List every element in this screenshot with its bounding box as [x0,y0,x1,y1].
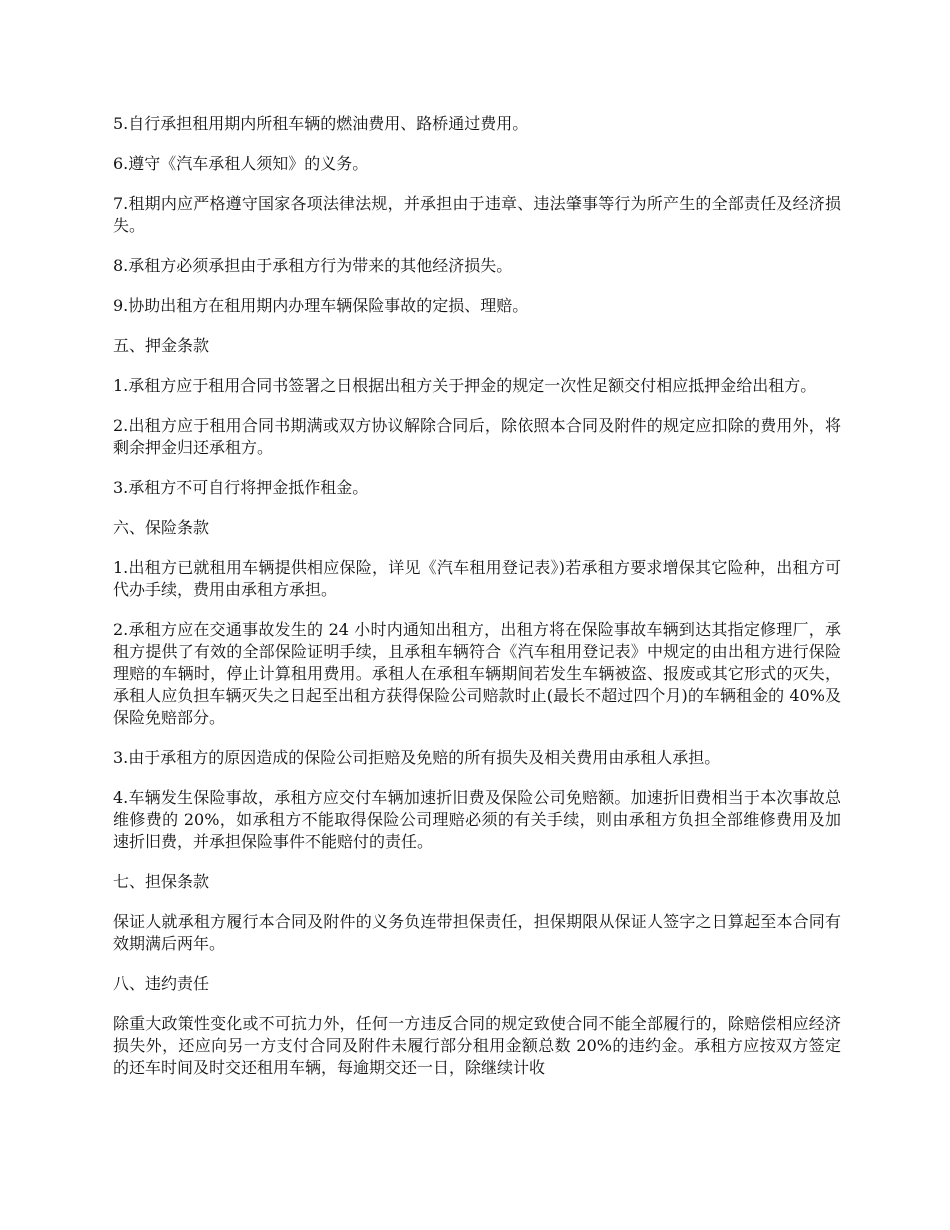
deposit-clause-3: 3.承租方不可自行将押金抵作租金。 [113,478,369,497]
clause-7-law-compliance: 7.租期内应严格遵守国家各项法律法规，并承担由于违章、违法肇事等行为所产生的全部责任及经济损失。 [113,194,841,235]
clause-8-other-losses: 8.承租方必须承担由于承租方行为带来的其他经济损失。 [113,256,513,275]
section-heading-deposit: 五、押金条款 [113,336,210,355]
clause-5-fuel-toll: 5.自行承担租用期内所租车辆的燃油费用、路桥通过费用。 [113,114,529,133]
section-heading-guarantee: 七、担保条款 [113,872,210,891]
deposit-clause-2: 2.出租方应于租用合同书期满或双方协议解除合同后，除依照本合同及附件的规定应扣除的费用外，将剩余押金归还承租方。 [113,416,841,457]
insurance-clause-4: 4.车辆发生保险事故，承租方应交付车辆加速折旧费及保险公司免赔额。加速折旧费相当于本次事故总维修费的 20%，如承租方不能取得保险公司理赔必须的有关手续，则由承租方负担全部维修费用及加速折旧费，并承担保险事件不能赔付的责任。 [113,788,841,851]
guarantee-clause: 保证人就承租方履行本合同及附件的义务负连带担保责任，担保期限从保证人签字之日算起至本合同有效期满后两年。 [113,912,841,953]
clause-9-insurance-assist: 9.协助出租方在租用期内办理车辆保险事故的定损、理赔。 [113,296,529,315]
breach-clause: 除重大政策性变化或不可抗力外，任何一方违反合同的规定致使合同不能全部履行的，除赔偿相应经济损失外，还应向另一方支付合同及附件未履行部分租用金额总数 20%的违约金。承租方应按双方签定的还车时间及时交还租用车辆，每逾期交还一日，除继续计收 [113,1014,841,1077]
document-page [113,113,841,1097]
deposit-clause-1: 1.承租方应于租用合同书签署之日根据出租方关于押金的规定一次性足额交付相应抵押金给出租方。 [113,376,817,395]
insurance-clause-2: 2.承租方应在交通事故发生的 24 小时内通知出租方，出租方将在保险事故车辆到达其指定修理厂，承租方提供了有效的全部保险证明手续，且承租车辆符合《汽车租用登记表》中规定的由出租方进行保险理赔的车辆时，停止计算租用费用。承租人在承租车辆期间若发生车辆被盗、报废或其它形式的灭失，承租人应负担车辆灭失之日起至出租方获得保险公司赔款时止(最长不超过四个月)的车辆租金的 40%及保险免赔部分。 [113,620,841,727]
clause-6-renter-notice: 6.遵守《汽车承租人须知》的义务。 [113,154,369,173]
section-heading-insurance: 六、保险条款 [113,518,210,537]
section-heading-breach: 八、违约责任 [113,974,210,993]
insurance-clause-1: 1.出租方已就租用车辆提供相应保险，详见《汽车租用登记表》)若承租方要求增保其它险种，出租方可代办手续，费用由承租方承担。 [113,558,841,599]
insurance-clause-3: 3.由于承租方的原因造成的保险公司拒赔及免赔的所有损失及相关费用由承租人承担。 [113,748,721,767]
